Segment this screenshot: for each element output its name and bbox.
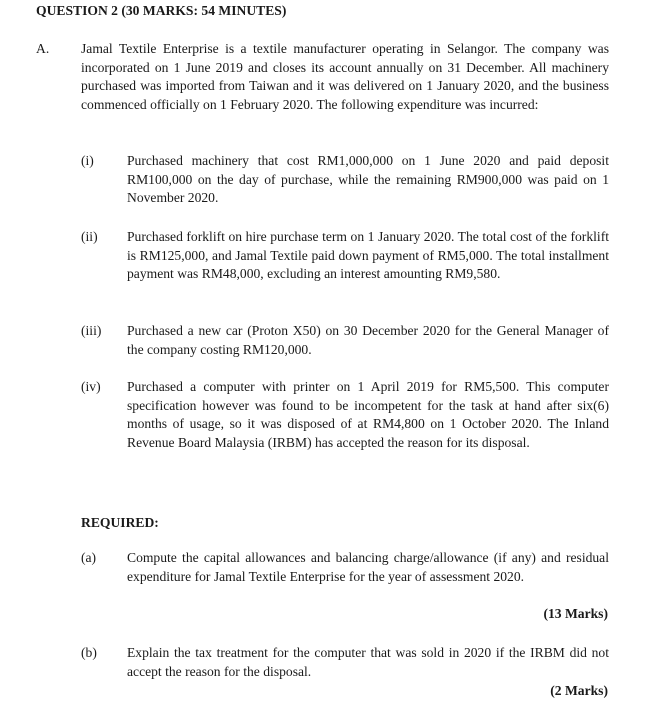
intro-paragraph: Jamal Textile Enterprise is a textile manufacturer operating in Selangor. The company was incorporated on 1 June 2019 and closes its account annually on 31 December. All machinery purchased was imported from Taiwan and it was delivered on 1 January 2020, and the business commenced officially on 1 February 2020. The following expenditure was incurred:: [81, 41, 609, 112]
task-marks: (13 Marks): [543, 606, 608, 621]
item-number: (i): [81, 153, 94, 168]
item-number: (ii): [81, 229, 98, 244]
item-text: Purchased a new car (Proton X50) on 30 December 2020 for the General Manager of the company costing RM120,000.: [127, 323, 609, 357]
item-text: Purchased forklift on hire purchase term on 1 January 2020. The total cost of the forklift is RM125,000, and Jamal Textile paid down payment of RM5,000. The total installment payment was RM48,000, excluding an interest amounting RM9,580.: [127, 229, 609, 281]
item-text: Purchased a computer with printer on 1 April 2019 for RM5,500. This computer specification however was found to be incompetent for the task at hand after six(6) months of usage, so it was disposed of at RM4,800 on 1 October 2020. The Inland Revenue Board Malaysia (IRBM) has accepted the reason for its disposal.: [127, 379, 609, 450]
section-letter: A.: [36, 41, 50, 56]
task-marks: (2 Marks): [550, 683, 608, 698]
item-number: (iv): [81, 379, 101, 394]
task-text: Explain the tax treatment for the computer that was sold in 2020 if the IRBM did not accept the reason for the disposal.: [127, 645, 609, 679]
item-text: Purchased machinery that cost RM1,000,000 on 1 June 2020 and paid deposit RM100,000 on the day of purchase, while the remaining RM900,000 was paid on 1 November 2020.: [127, 153, 609, 205]
task-number: (b): [81, 645, 97, 660]
item-number: (iii): [81, 323, 102, 338]
task-text: Compute the capital allowances and balancing charge/allowance (if any) and residual expenditure for Jamal Textile Enterprise for the year of assessment 2020.: [127, 550, 609, 584]
required-label: REQUIRED:: [81, 515, 159, 530]
question-heading: QUESTION 2 (30 MARKS: 54 MINUTES): [36, 3, 287, 18]
task-number: (a): [81, 550, 97, 565]
